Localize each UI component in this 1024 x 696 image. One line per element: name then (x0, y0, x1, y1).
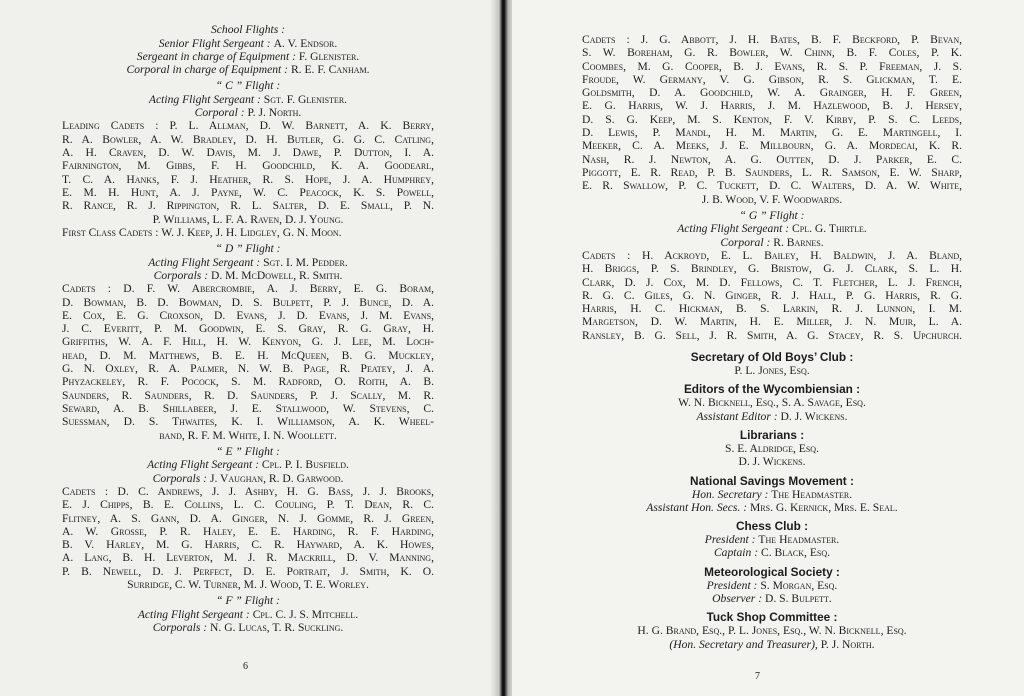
g-cadets-line: H. Briggs, P. S. Brindley, G. Bristow, G. J. Clark, S. L. H. (582, 262, 962, 276)
c-cadets-line: R. A. Bowler, A. W. Bradley, D. H. Butler, G. G. C. Catling, (62, 132, 434, 146)
f-flight-heading: “ F ” Flight : (216, 594, 280, 608)
d-cadets-line: Suessman, D. S. Thwaites, K. I. Williamson, A. K. Wheel- (62, 415, 434, 429)
c-cadets-line: R. Rance, R. J. Rippington, R. L. Salter, D. E. Small, P. N. (62, 199, 434, 213)
d-cadets-line: D. Bowman, B. D. Bowman, D. S. Bulpett, P. J. Bunce, D. A. (62, 295, 434, 309)
f-cadets-line: Coombes, M. G. Cooper, B. J. Evans, R. S. P. Freeman, J. S. (582, 59, 962, 73)
right-column (582, 33, 962, 651)
savings-hon-line: Hon. Secretary : The Headmaster. (691, 487, 853, 501)
editors-line: W. N. Bicknell, Esq., S. A. Savage, Esq. (678, 396, 866, 410)
f-cadets-line: J. B. Wood, V. F. Woodwards. (701, 192, 843, 206)
f-cadets-line: Goldsmith, D. A. Goodchild, W. A. Grainger, H. F. Green, (582, 86, 962, 100)
g-cadets-line: Clark, D. J. Cox, M. D. Fellows, C. T. Fletcher, L. J. French, (582, 275, 962, 289)
librarian-line: S. E. Aldridge, Esq. (725, 441, 819, 455)
chess-heading: Chess Club : (735, 519, 809, 534)
school-flights-heading: School Flights : (210, 23, 286, 36)
d-cadets-line: band, R. F. M. White, I. N. Woollett. (159, 428, 337, 442)
d-cadets-line: Saunders, R. Saunders, R. D. Saunders, P. J. Scally, M. R. (62, 388, 434, 402)
chess-president-line: President : The Headmaster. (704, 533, 840, 547)
f-cadets-line: Nash, R. J. Newton, A. G. Outten, D. J. Parker, E. C. (582, 152, 962, 166)
savings-asst-line: Assistant Hon. Secs. : Mrs. G. Kernick, Mrs. E. Seal. (646, 500, 898, 514)
tuck-shop-line: H. G. Brand, Esq., P. L. Jones, Esq., W. N. Bicknell, Esq. (637, 624, 907, 638)
c-corporal-line: Corporal : P. J. North. (194, 106, 302, 120)
c-cadets-line: P. Williams, L. F. A. Raven, D. J. Young. (152, 212, 344, 226)
f-cadets-line: S. W. Boreham, G. R. Bowler, W. Chinn, B. F. Coles, P. K. (582, 46, 962, 60)
f-cadets-line: Froude, W. Germany, V. G. Gibson, R. S. Glickman, T. E. (582, 72, 962, 86)
left-column (62, 20, 434, 634)
f-cadets-line: E. R. Swallow, P. C. Tuckett, D. C. Walters, D. A. W. White, (582, 179, 962, 193)
librarian-line: D. J. Wickens. (738, 455, 806, 469)
f-cadets-line: Cadets : J. G. Abbott, J. H. Bates, B. F. Beckford, P. Bevan, (582, 33, 962, 46)
page-number-left: 6 (243, 661, 248, 672)
d-cadets-line: Phyzackeley, R. F. Pocock, S. M. Radford, O. Roith, A. B. (62, 375, 434, 389)
f-cadets-line: D. Lewis, P. Mandl, H. M. Martin, G. E. Martingell, I. (582, 126, 962, 140)
g-cadets-line: Ransley, B. G. Sell, J. R. Smith, A. G. Stacey, R. S. Upchurch. (582, 328, 962, 342)
tuck-shop-line-2: (Hon. Secretary and Treasurer), P. J. North. (669, 637, 875, 651)
f-corporal-line: Corporals : N. G. Lucas, T. R. Suckling. (152, 621, 344, 635)
f-acting-line: Acting Flight Sergeant : Cpl. C. J. S. Mitchell. (137, 607, 359, 621)
e-cadets-line: Flitney, A. S. Gann, D. A. Ginger, N. J. Gomme, R. J. Green, (62, 511, 434, 525)
e-cadets-line: Surridge, C. W. Turner, M. J. Wood, T. E. Worley. (127, 577, 369, 591)
e-cadets-line: Cadets : D. C. Andrews, J. J. Ashby, H. G. Bass, J. J. Brooks, (62, 484, 434, 498)
senior-flight-sergeant-line: Senior Flight Sergeant : A. V. Endsor. (158, 36, 338, 50)
g-acting-line: Acting Flight Sergeant : Cpl. G. Thirtle. (677, 222, 867, 236)
e-cadets-line: P. B. Newell, D. J. Perfect, D. E. Portrait, J. Smith, K. O. (62, 564, 434, 578)
page-left (0, 0, 500, 696)
d-cadets-line: Griffiths, W. A. F. Hill, H. W. Kenyon, G. J. Lee, M. Loch- (62, 335, 434, 349)
e-cadets-line: A. W. Grosse, P. R. Haley, E. E. Harding, R. F. Harding, (62, 524, 434, 538)
c-cadets-line: A. H. Craven, D. W. Davis, M. J. Dawe, P. Dutton, I. A. (62, 146, 434, 160)
d-cadets-line: J. C. Everitt, P. M. Goodwin, E. S. Gray, R. G. Gray, H. (62, 322, 434, 336)
old-boys-heading: Secretary of Old Boys’ Club : (690, 350, 854, 365)
c-acting-line: Acting Flight Sergeant : Sgt. F. Glenister. (148, 92, 348, 106)
d-cadets-line: G. N. Oxley, R. A. Palmer, N. W. B. Page, R. Peatey, J. A. (62, 362, 434, 376)
f-cadets-line: D. S. G. Keep, M. S. Kenton, F. V. Kirby, P. S. C. Leeds, (582, 112, 962, 126)
d-cadets-line: E. Cox, E. G. Croxson, D. Evans, J. D. Evans, J. M. Evans, (62, 308, 434, 322)
g-flight-heading: “ G ” Flight : (739, 208, 805, 222)
page-number-right: 7 (755, 671, 760, 682)
page-right (512, 0, 1024, 696)
e-cadets-line: A. Lang, B. H. Leverton, M. J. R. Mackrill, D. V. Manning, (62, 551, 434, 565)
f-cadets-line: Piggott, E. R. Read, P. B. Saunders, L. R. Samson, E. W. Sharp, (582, 165, 962, 179)
c-cadets-line: Leading Cadets : P. L. Allman, D. W. Barnett, A. K. Berry, (62, 119, 434, 133)
g-cadets-line: R. G. C. Giles, G. N. Ginger, R. J. Hall, P. G. Harris, R. G. (582, 288, 962, 302)
sergeant-equipment-line: Sergeant in charge of Equipment : F. Glenister. (136, 49, 360, 63)
c-cadets-line: E. M. H. Hunt, A. J. Payne, W. C. Peacock, K. S. Powell, (62, 185, 434, 199)
meteo-observer-line: Observer : D. S. Bulpett. (712, 592, 832, 605)
editors-heading: Editors of the Wycombiensian : (683, 382, 861, 397)
corporal-equipment-line: Corporal in charge of Equipment : R. E. F. Canham. (126, 63, 370, 77)
d-cadets-line: head, D. M. Matthews, B. E. H. McQueen, B. G. Muckley, (62, 348, 434, 362)
g-cadets-line: Harris, H. C. Hickman, B. S. Larkin, R. J. Lunnon, I. M. (582, 302, 962, 316)
d-corporal-line: Corporals : D. M. McDowell, R. Smith. (153, 268, 343, 282)
e-cadets-line: B. V. Harley, M. G. Harris, C. R. Hayward, A. K. Howes, (62, 538, 434, 552)
savings-heading: National Savings Movement : (690, 473, 854, 488)
e-corporal-line: Corporals : J. Vaughan, R. D. Garwood. (152, 471, 344, 485)
c-first-class-line: First Class Cadets : W. J. Keep, J. H. Lidgley, G. N. Moon. (62, 225, 342, 239)
g-corporal-line: Corporal : R. Barnes. (720, 235, 824, 249)
f-cadets-line: Meeker, C. A. Meeks, J. E. Millbourn, G. A. Mordecai, K. R. (582, 139, 962, 153)
c-flight-heading: “ C ” Flight : (215, 79, 281, 93)
librarians-heading: Librarians : (739, 427, 805, 442)
meteo-heading: Meteorological Society : (704, 564, 840, 579)
d-acting-line: Acting Flight Sergeant : Sgt. I. M. Pedder. (148, 255, 348, 269)
old-boys-secretary: P. L. Jones, Esq. (734, 364, 810, 378)
e-acting-line: Acting Flight Sergeant : Cpl. P. I. Busfield. (147, 458, 349, 472)
f-cadets-line: E. G. Harris, W. J. Harris, J. M. Hazlewood, B. J. Hersey, (582, 99, 962, 113)
d-cadets-line: Seward, A. B. Shillabeer, J. E. Stallwood, W. Stevens, C. (62, 401, 434, 415)
e-flight-heading: “ E ” Flight : (216, 444, 280, 458)
tuck-shop-heading: Tuck Shop Committee : (706, 610, 838, 625)
c-cadets-line: Fairnington, M. Gibbs, F. H. Goodchild, K. A. Goodearl, (62, 159, 434, 173)
chess-captain-line: Captain : C. Black, Esq. (713, 546, 831, 560)
meteo-president-line: President : S. Morgan, Esq. (706, 578, 838, 592)
assistant-editor-line: Assistant Editor : D. J. Wickens. (696, 409, 848, 423)
e-cadets-line: E. J. Chipps, B. E. Collins, L. C. Couling, P. T. Dean, R. C. (62, 498, 434, 512)
c-cadets-line: T. C. A. Hanks, F. J. Heather, R. S. Hope, J. A. Humphrey, (62, 172, 434, 186)
d-cadets-line: Cadets : D. F. W. Abercrombie, A. J. Berry, E. G. Boram, (62, 282, 434, 296)
g-cadets-line: Cadets : H. Ackroyd, E. L. Bailey, H. Baldwin, J. A. Bland, (582, 248, 962, 262)
g-cadets-line: Margetson, D. W. Martin, H. E. Miller, J. N. Muir, L. A. (582, 315, 962, 329)
d-flight-heading: “ D ” Flight : (215, 242, 281, 256)
